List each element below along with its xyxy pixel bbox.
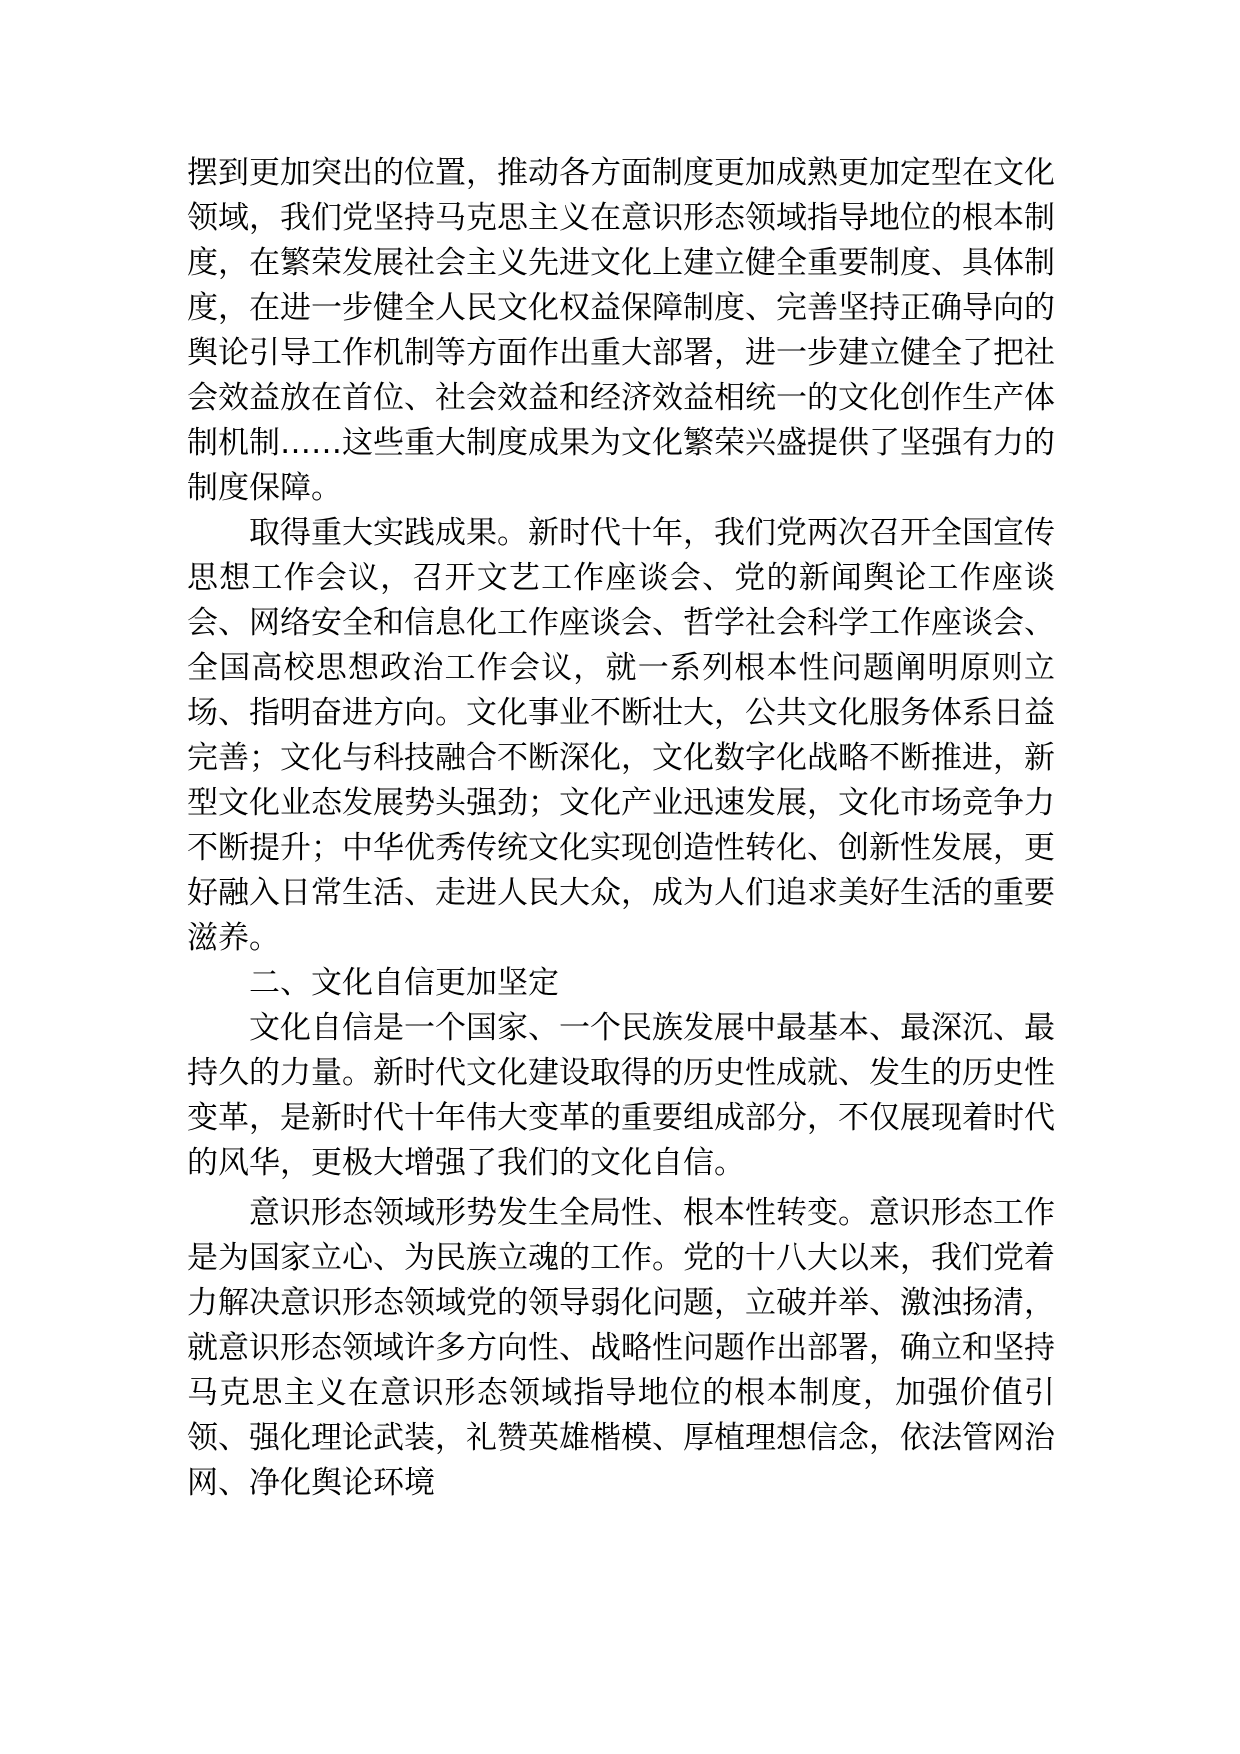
section-heading: 二、文化自信更加坚定 bbox=[249, 965, 559, 1001]
paragraph-ideology: 意识形态领域形势发生全局性、根本性转变。意识形态工作是为国家立心、为民族立魂的工作。党的十八大以来，我们党着力解决意识形态领域党的领导弱化问题，立破并举、激浊扬清，就意识形态领域许多方向性、战略性问题作出部署，确立和坚持马克思主义在意识形态领域指导地位的根本制度，加强价值引领、强化理论武装，礼赞英雄楷模、厚植理想信念，依法管网治网、净化舆论环境 bbox=[187, 1195, 1055, 1501]
paragraph-cultural-confidence: 文化自信是一个国家、一个民族发展中最基本、最深沉、最持久的力量。新时代文化建设取得的历史性成就、发生的历史性变革，是新时代十年伟大变革的重要组成部分，不仅展现着时代的风华，更极大增强了我们的文化自信。 bbox=[187, 1010, 1055, 1181]
paragraph-continuation: 摆到更加突出的位置，推动各方面制度更加成熟更加定型在文化领域，我们党坚持马克思主义在意识形态领域指导地位的根本制度，在繁荣发展社会主义先进文化上建立健全重要制度、具体制度，在进一步健全人民文化权益保障制度、完善坚持正确导向的舆论引导工作机制等方面作出重大部署，进一步建立健全了把社会效益放在首位、社会效益和经济效益相统一的文化创作生产体制机制……这些重大制度成果为文化繁荣兴盛提供了坚强有力的制度保障。 bbox=[187, 155, 1055, 506]
document-body bbox=[187, 151, 1055, 1506]
paragraph-practice-achievements: 取得重大实践成果。新时代十年，我们党两次召开全国宣传思想工作会议，召开文艺工作座谈会、党的新闻舆论工作座谈会、网络安全和信息化工作座谈会、哲学社会科学工作座谈会、全国高校思想政治工作会议，就一系列根本性问题阐明原则立场、指明奋进方向。文化事业不断壮大，公共文化服务体系日益完善；文化与科技融合不断深化，文化数字化战略不断推进，新型文化业态发展势头强劲；文化产业迅速发展，文化市场竞争力不断提升；中华优秀传统文化实现创造性转化、创新性发展，更好融入日常生活、走进人民大众，成为人们追求美好生活的重要滋养。 bbox=[187, 515, 1055, 956]
